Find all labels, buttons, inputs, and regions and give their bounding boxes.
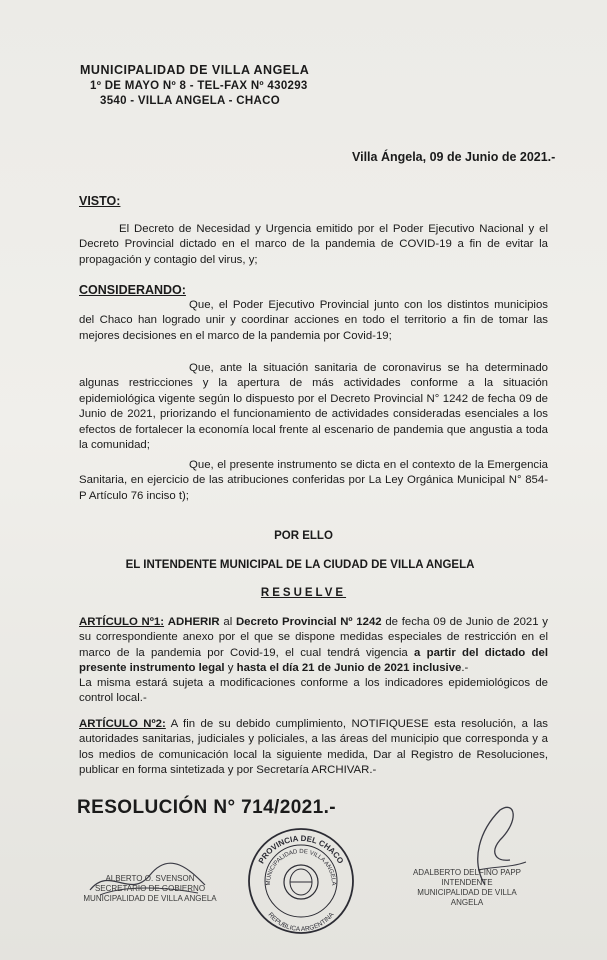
signature-left-role: SECRETARIO DE GOBIERNO <box>94 884 206 893</box>
signature-right-org: MUNICIPALIDAD DE VILLA ANGELA <box>417 888 517 907</box>
considerando-p1: Que, el Poder Ejecutivo Provincial junto con los distintos municipios del Chaco han logrado unir y coordinar acciones en todo el territorio a fin de tomar las mejores decisiones en el marco de la pandemia por Covid-19; <box>79 299 548 342</box>
articulo-1-decreto: Decreto Provincial Nº 1242 <box>235 616 382 628</box>
signature-right-name: ADALBERTO DELFINO PAPP <box>412 868 522 877</box>
considerando-p3: Que, el presente instrumento se dicta en el contexto de la Emergencia Sanitaria, en ejercicio de las atribuciones conferidas por La Ley Orgánica Municipal N° 854-P Artículo 76 inciso t); <box>79 459 548 502</box>
articulo-1-t2: de fecha 09 de Junio de 2021 y su correspondiente anexo por el que se dispone medidas especiales de restricción en el marco de la pandemia por Covid-19, el cual tendrá vigencia <box>79 616 548 659</box>
svg-text:REPUBLICA ARGENTINA: REPUBLICA ARGENTINA <box>266 911 336 934</box>
signature-right <box>402 868 532 908</box>
intendente-heading: EL INTENDENTE MUNICIPAL DE LA CIUDAD DE VILLA ANGELA <box>125 559 475 571</box>
articulo-2-text: A fin de su debido cumplimiento, NOTIFIQUESE esta resolución, a las autoridades sanitarias, judiciales y policiales, a las áreas del municipio que corresponda y a los medios de comunicación local la siguiente medida, Dar al Registro de Resoluciones, publicar en forma sintetizada y por Secretaría ARCHIVAR.- <box>79 718 548 777</box>
articulo-2-label: ARTÍCULO Nº2: <box>79 718 166 730</box>
header-org: MUNICIPALIDAD DE VILLA ANGELA <box>80 63 310 77</box>
articulo-1 <box>79 615 548 677</box>
considerando-title: CONSIDERANDO: <box>79 283 186 297</box>
considerando-p2: Que, ante la situación sanitaria de coronavirus se ha determinado algunas restricciones y la apertura de más actividades conforme a la situación epidemiológica vigente según lo dispuesto por el Decreto Provincial N° 1242 de fecha 09 de Junio de 2021, priorizando el funcionamiento de actividades consideradas esenciales a los efectos de fortalecer la economía local frente al escenario de pandemia que angustia a toda la comunidad; <box>79 362 548 452</box>
document-date: Villa Ángela, 09 de Junio de 2021.- <box>352 150 556 164</box>
resolution-number: RESOLUCIÓN N° 714/2021.- <box>77 797 337 818</box>
articulo-1-adherir: ADHERIR <box>167 616 220 628</box>
signature-left <box>80 874 220 904</box>
signature-right-role: INTENDENTE <box>441 878 493 887</box>
articulo-1-t3: y <box>227 662 234 675</box>
official-seal <box>246 826 356 936</box>
articulo-1-bold2: a partir del dictado del presente instrumento legal <box>79 646 548 675</box>
resuelve-heading <box>0 587 607 599</box>
articulo-2 <box>79 717 548 779</box>
articulo-1-bold3: hasta el día 21 de Junio de 2021 inclusive <box>236 662 462 675</box>
svg-text:PROVINCIA DEL CHACO: PROVINCIA DEL CHACO <box>256 833 346 866</box>
header-address: 1º DE MAYO Nº 8 - TEL-FAX Nº 430293 <box>90 80 308 92</box>
articulo-1-t1: al <box>223 616 233 628</box>
articulo-1-t4: .- <box>461 662 469 675</box>
signature-left-name: ALBERTO O. SVENSON <box>105 874 195 883</box>
resuelve-text: RESUELVE <box>260 587 347 599</box>
articulo-1-label: ARTÍCULO Nº1: <box>79 616 165 628</box>
por-ello: POR ELLO <box>274 530 333 542</box>
articulo-1-line2: La misma estará sujeta a modificaciones conforme a los indicadores epidemiológicos de control local.- <box>79 677 548 705</box>
visto-text: El Decreto de Necesidad y Urgencia emitido por el Poder Ejecutivo Nacional y el Decreto Provincial dictado en el marco de la pandemia de COVID-19 a fin de evitar la propagación y contagio del virus, y; <box>79 223 548 266</box>
visto-title: VISTO: <box>79 194 121 208</box>
header-city: 3540 - VILLA ANGELA - CHACO <box>100 95 280 107</box>
svg-text:MUNICIPALIDAD DE VILLA ANGELA: MUNICIPALIDAD DE VILLA ANGELA <box>265 848 337 886</box>
signature-left-org: MUNICIPALIDAD DE VILLA ANGELA <box>83 894 217 903</box>
